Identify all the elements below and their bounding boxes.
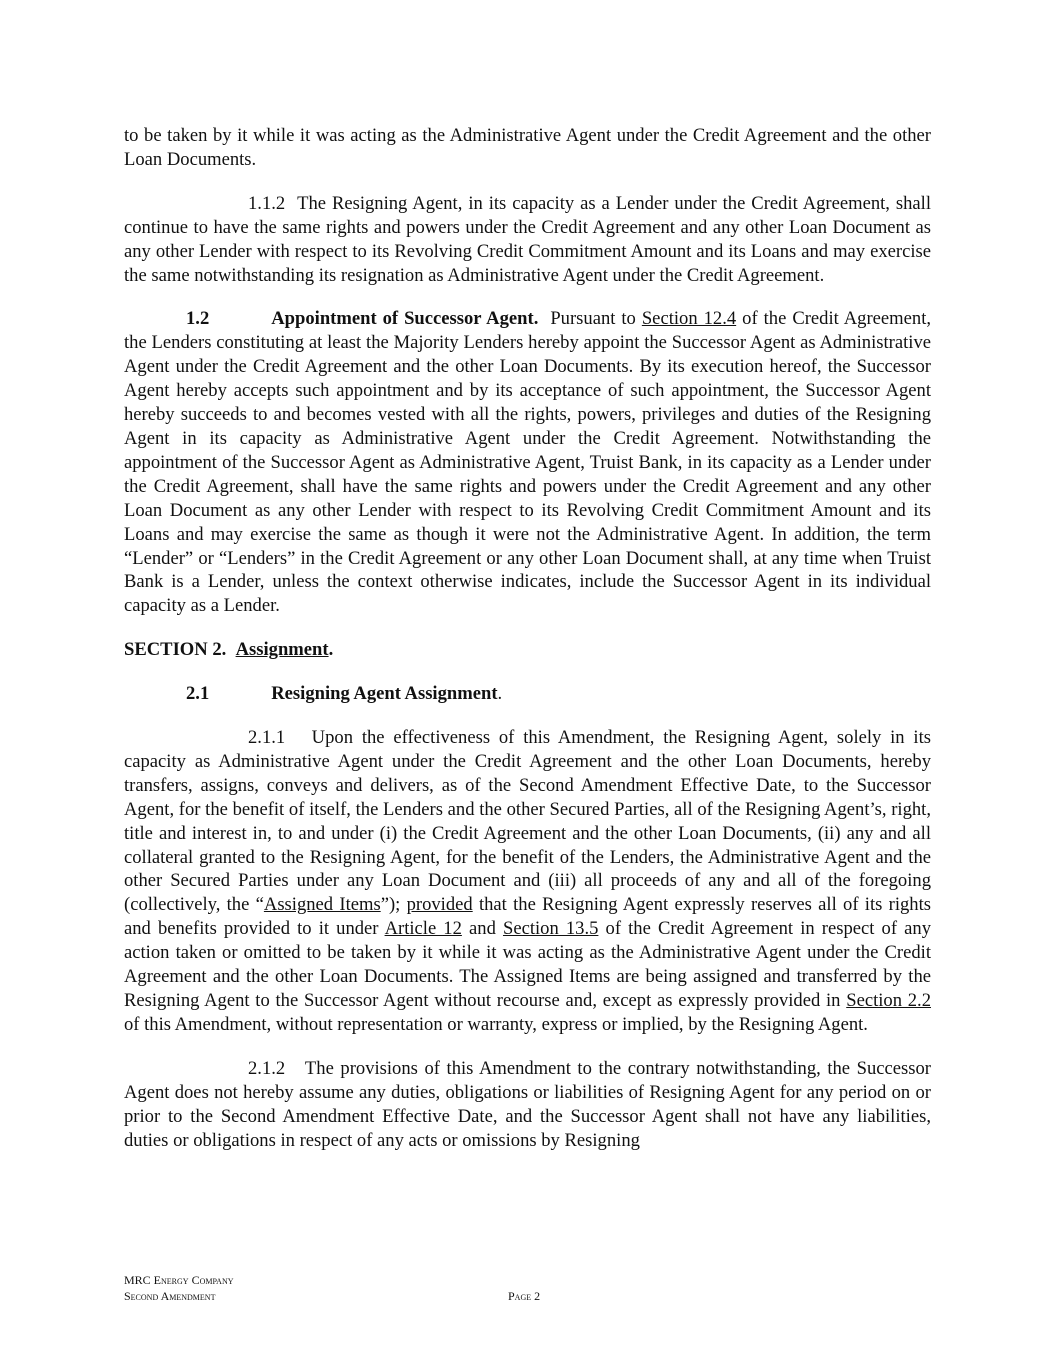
section-label: SECTION 2. (124, 639, 227, 661)
section-text: of the Credit Agreement, the Lenders constituting at least the Majority Lenders hereby appoint the Successor Agent as Administrative Agent under the Credit Agreement and the other Loan Documents. By its execution hereof, the Successor Agent hereby accepts such appointment and by its acceptance of such appointment, the Successor Agent hereby succeeds to and becomes vested with all the rights, powers, privileges and duties of the Resigning Agent in its capacity as Administrative Agent under the Credit Agreement. Notwithstanding the appointment of the Successor Agent as Administrative Agent, Truist Bank, in its capacity as a Lender under the Credit Agreement, shall have the same rights and powers under the Credit Agreement and any other Loan Document as any other Lender with respect to its Revolving Credit Commitment Amount and its Loans and may exercise the same as though it were not the Administrative Agent. In addition, the term “Lender” or “Lenders” in the Credit Agreement or any other Loan Document shall, at any time when Truist Bank is a Lender, unless the context otherwise indicates, include the Successor Agent in its individual capacity as a Lender. (124, 308, 932, 617)
section-title-period: . (328, 639, 334, 661)
document-body (124, 124, 931, 1172)
cross-reference: Section 13.5 (502, 918, 599, 940)
section-title: Assignment (235, 639, 329, 661)
section-number: 1.2 (186, 308, 210, 330)
section-heading: Appointment of Successor Agent. (271, 308, 539, 330)
section-text: The provisions of this Amendment to the contrary notwithstanding, the Successor Agent does not hereby assume any duties, obligations or liabilities of Resigning Agent for any period on or prior to the Second Amendment Effective Date, and the Successor Agent shall not have any liabilities, duties or obligations in respect of any acts or omissions by Resigning (124, 1057, 931, 1151)
section-number: 1.1.2 (248, 192, 286, 214)
section-text: that the Resigning Agent expressly reserves all of its rights and benefits provided to it under (124, 894, 931, 940)
section-2-1-heading (124, 682, 931, 706)
section-1-2 (124, 307, 931, 618)
cross-reference: Article 12 (384, 918, 462, 940)
section-number: 2.1 (186, 683, 210, 705)
section-1-1-2 (124, 192, 931, 288)
section-number: 2.1.1 (248, 727, 286, 749)
continuation-paragraph: to be taken by it while it was acting as the Administrative Agent under the Credit Agreement and the other Loan Documents. (124, 125, 931, 170)
section-text: Upon the effectiveness of this Amendment, the Resigning Agent, solely in its capacity as Administrative Agent under the Credit Agreement and the other Loan Documents, hereby transfers, assigns, conveys and delivers, as of the Second Amendment Effective Date, to the Successor Agent, for the benefit of itself, the Lenders and the other Secured Parties, all of the Resigning Agent’s, right, title and interest in, to and under (i) the Credit Agreement and the other Loan Documents, (ii) any and all collateral granted to the Resigning Agent, for the benefit of the Lenders, the Administrative Agent and the other Secured Parties under any Loan Document and (iii) all proceeds of any and all of the foregoing (collectively, the “ (124, 727, 931, 916)
cross-reference: Section 2.2 (846, 990, 931, 1011)
section-text: of this Amendment, without representation or warranty, express or implied, by the Resigning Agent. (124, 1013, 868, 1035)
section-text: Pursuant to (550, 308, 642, 330)
footer-page-number: Page 2 (508, 1289, 541, 1303)
page-footer (124, 1272, 931, 1304)
section-2-1-1 (124, 726, 931, 1037)
footer-document-title: Second Amendment (124, 1289, 216, 1303)
footer-company: MRC Energy Company (124, 1273, 234, 1287)
section-heading: Resigning Agent Assignment (271, 683, 498, 705)
section-heading-period: . (497, 683, 503, 705)
section-text: and (461, 918, 503, 940)
cross-reference: Section 12.4 (641, 308, 737, 330)
section-number: 2.1.2 (248, 1057, 286, 1079)
section-text: ”); (380, 894, 407, 916)
section-text: of the Credit Agreement in respect of any action taken or omitted to be taken by it while it was acting as the Administrative Agent under the Credit Agreement and the other Loan Documents. The Assigned Items are being assigned and transferred by the Resigning Agent to the Successor Agent without recourse and, except as expressly provided in (124, 918, 931, 1011)
defined-term: Assigned Items (263, 894, 381, 916)
section-text: The Resigning Agent, in its capacity as a Lender under the Credit Agreement, shall continue to have the same rights and powers under the Credit Agreement and any other Loan Document as any other Lender with respect to its Revolving Credit Commitment Amount and its Loans and may exercise the same notwithstanding its resignation as Administrative Agent under the Credit Agreement. (124, 192, 932, 286)
proviso-term: provided (406, 894, 473, 916)
section-2-heading (124, 638, 931, 662)
section-2-1-2 (124, 1057, 931, 1153)
